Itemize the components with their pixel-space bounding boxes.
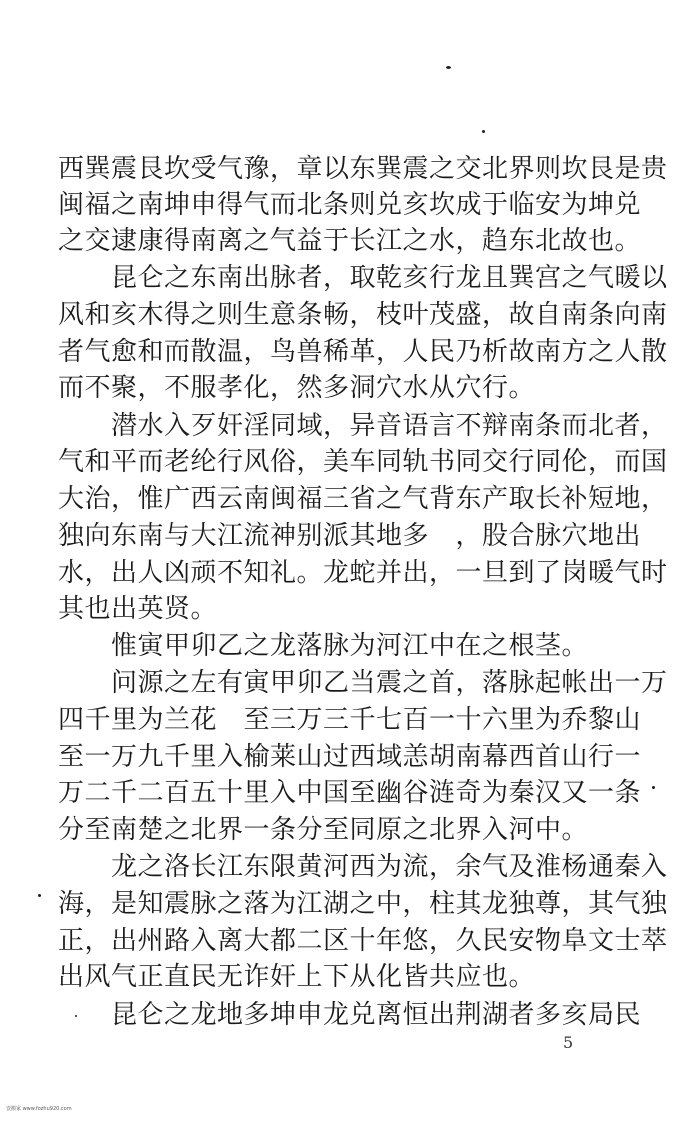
scan-speck bbox=[482, 130, 485, 133]
text-line: 出风气正直民无诈奸上下从化皆共应也。 bbox=[58, 962, 536, 992]
text-line: 而不聚，不服孝化，然多洞穴水从穴行。 bbox=[58, 373, 536, 403]
text-line: 潜水入歹奸淫同域，异音语言不辩南条而北者， bbox=[58, 411, 668, 441]
text-line: 水，出人凶顽不知礼。龙蛇并出，一旦到了岗暖气时 bbox=[58, 558, 668, 588]
text-line: 分至南楚之北界一条分至同原之北界入河中。 bbox=[58, 815, 589, 845]
text-line: 闽福之南坤申得气而北条则兑亥坎成于临安为坤兑 bbox=[58, 190, 642, 220]
text-line: 之交逮康得南离之气益于长江之水，趋东北故也。 bbox=[58, 226, 642, 256]
text-line: 者气愈和而散温，鸟兽稀革，人民乃析故南方之人散 bbox=[58, 337, 668, 367]
text-line: 其也出英贤。 bbox=[58, 594, 218, 624]
scan-speck bbox=[38, 894, 41, 897]
text-line: 至一万九千里入榆莱山过西域恙胡南幕西首山行一 bbox=[58, 742, 642, 772]
text-line: 龙之洛长江东限黄河西为流，余气及淮杨通秦入 bbox=[58, 852, 668, 882]
text-line: 大治，惟广西云南闽福三省之气背东产取长补短地， bbox=[58, 484, 668, 514]
text-line: 海，是知震脉之落为江湖之中，柱其龙独尊，其气独 bbox=[58, 889, 668, 919]
text-line: 四千里为兰花 至三万三千七百一十六里为乔黎山 bbox=[58, 705, 642, 735]
text-line: 风和亥木得之则生意条畅，枝叶茂盛，故自南条向南 bbox=[58, 300, 668, 330]
site-watermark: 壹搬家 www.fozhu920.com bbox=[6, 1106, 72, 1112]
text-line: 问源之左有寅甲卯乙当震之首，落脉起帐出一万 bbox=[58, 668, 668, 698]
scan-speck bbox=[446, 66, 451, 69]
text-line: 昆仑之东南出脉者，取乾亥行龙且巽宫之气暖以 bbox=[58, 263, 668, 293]
text-line: 万二千二百五十里入中国至幽谷涟奇为秦汉又一条 bbox=[58, 778, 642, 808]
text-line: 独向东南与大江流神别派其地多 ，股合脉穴地出 bbox=[58, 521, 642, 551]
text-line: 西巽震艮坎受气豫，章以东巽震之交北界则坎艮是贵 bbox=[58, 154, 668, 184]
text-line: 气和平而老纶行风俗，美车同轨书同交行同伦，而国 bbox=[58, 447, 668, 477]
scan-speck bbox=[652, 786, 655, 789]
text-line: 惟寅甲卯乙之龙落脉为河江中在之根茎。 bbox=[58, 631, 589, 661]
text-line: 昆仑之龙地多坤申龙兑离恒出荆湖者多亥局民 bbox=[58, 1000, 642, 1030]
text-line: 正，出州路入离大都二区十年悠，久民安物阜文士萃 bbox=[58, 926, 668, 956]
page-number: 5 bbox=[563, 1033, 574, 1052]
